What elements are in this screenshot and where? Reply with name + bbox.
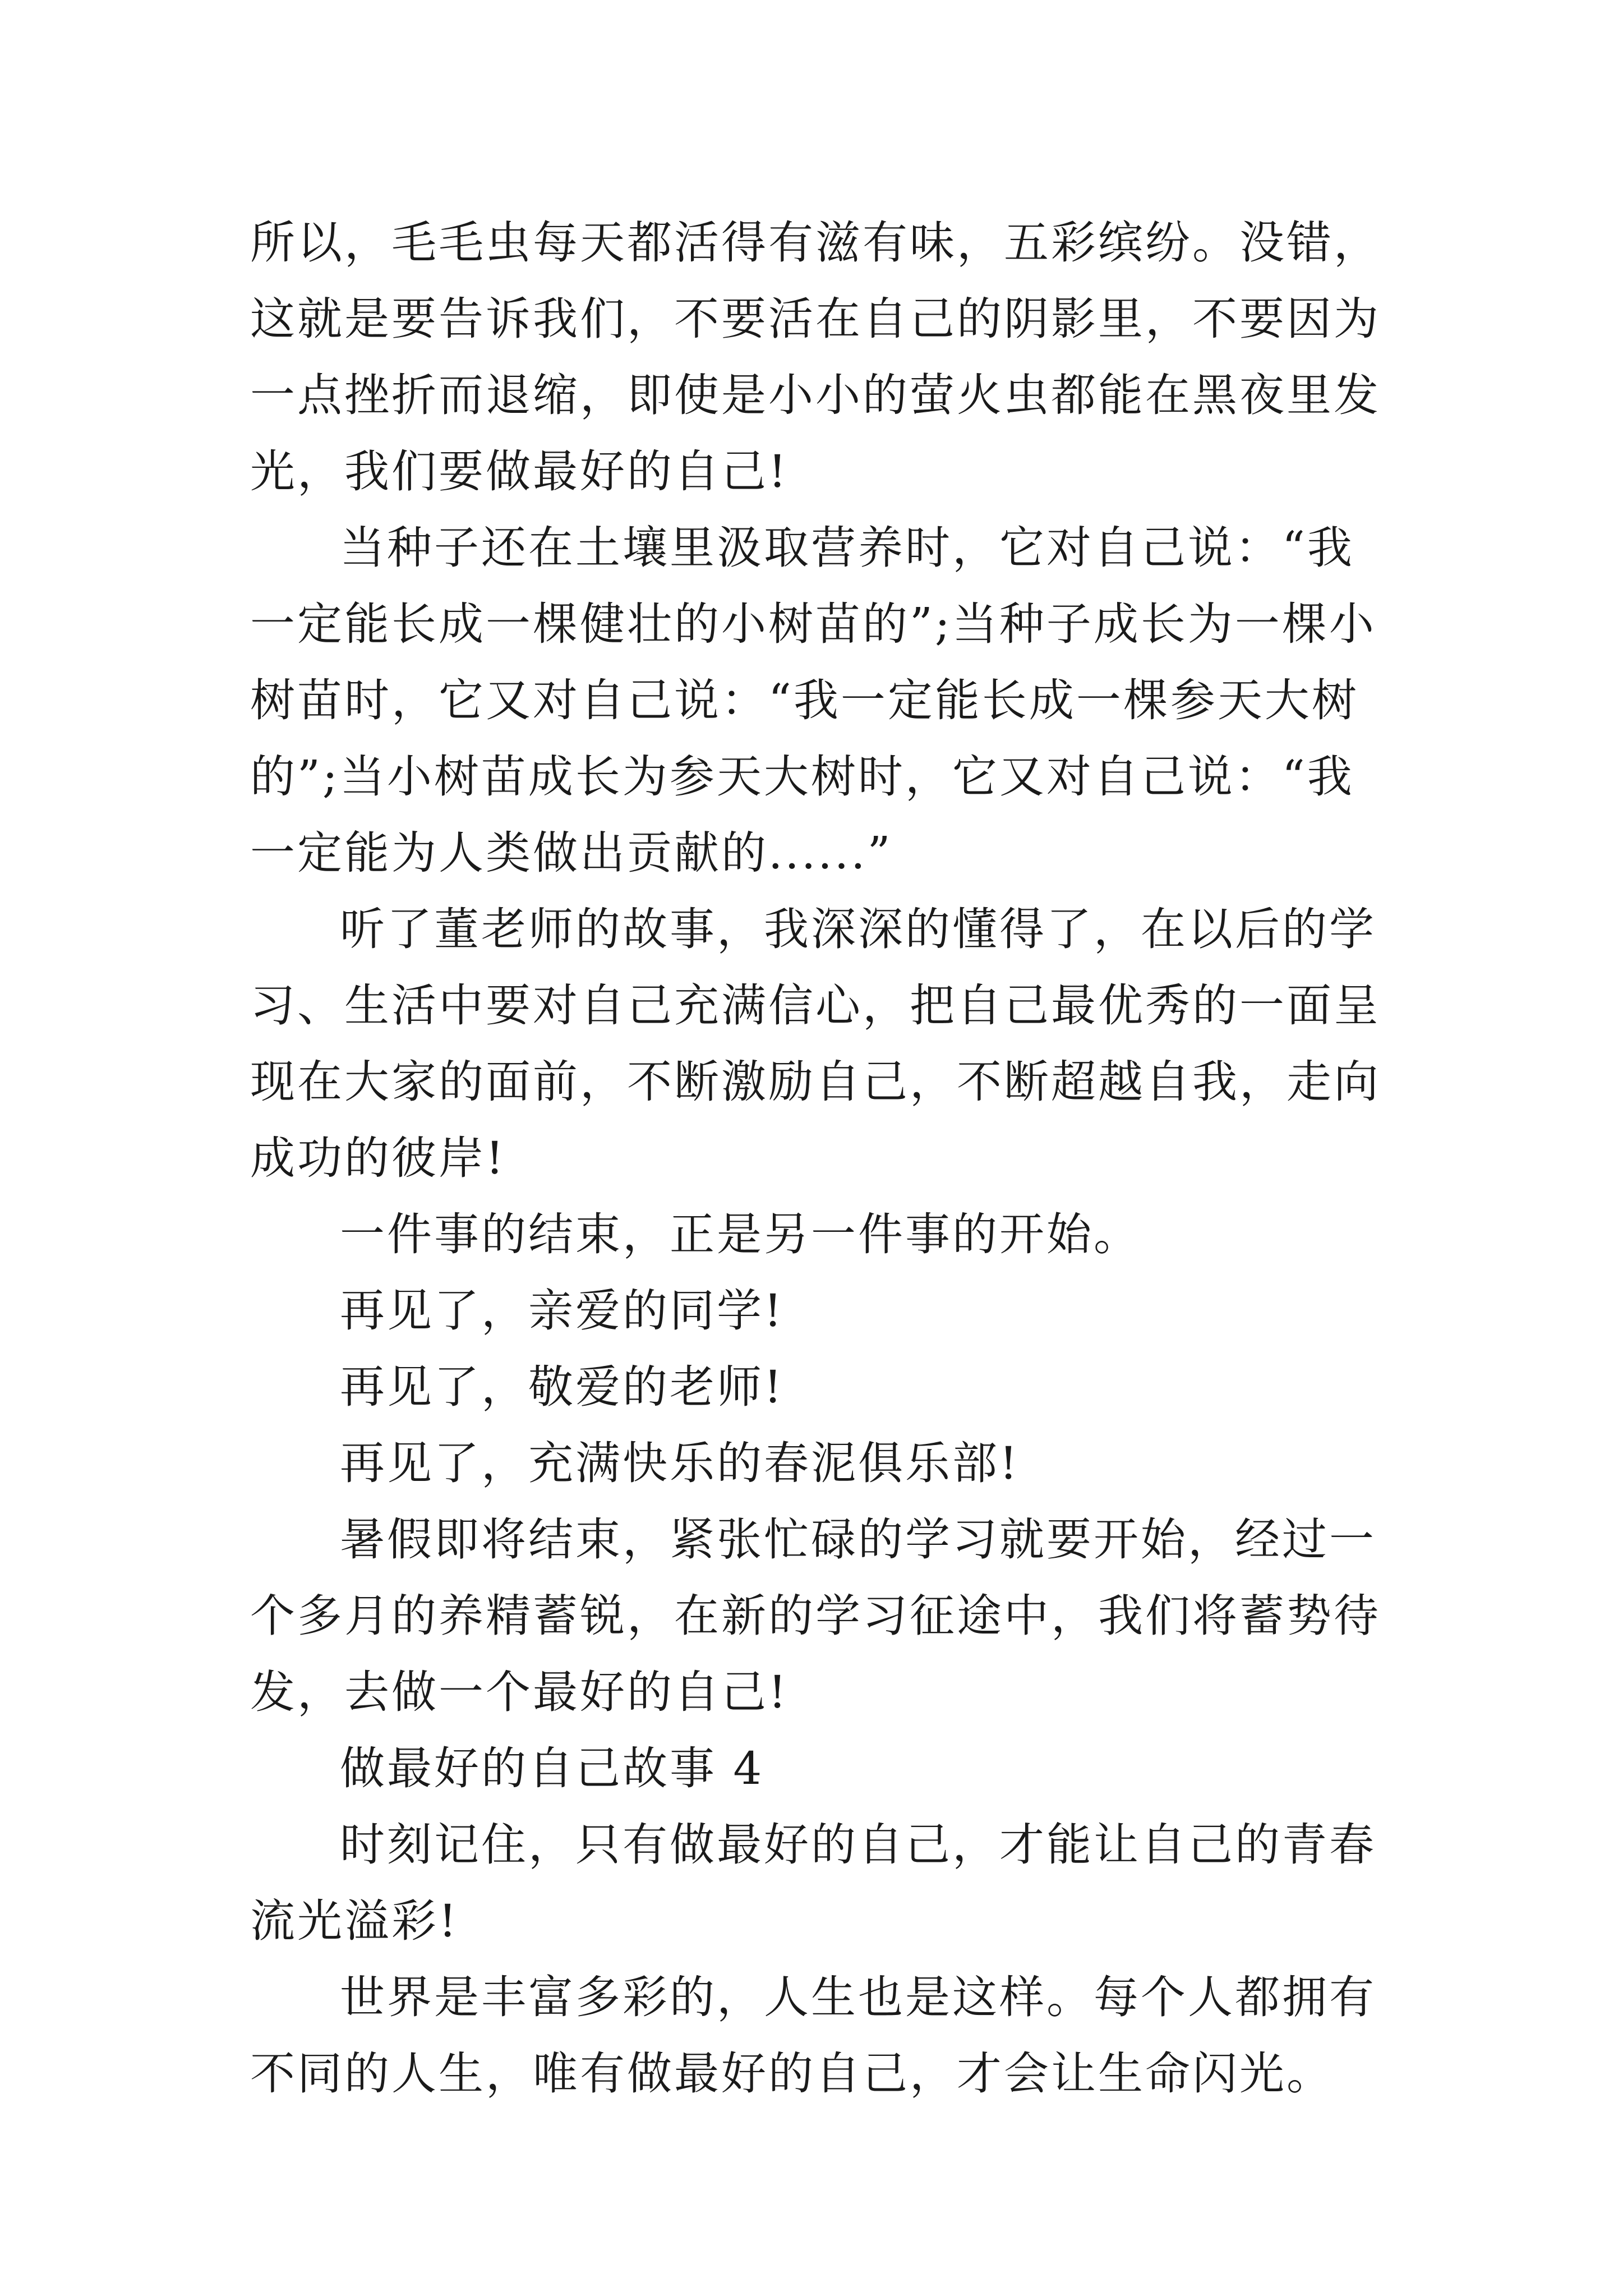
paragraph-3: 听了董老师的故事，我深深的懂得了，在以后的学习、生活中要对自己充满信心，把自己最优秀的一面呈现在大家的面前，不断激励自己，不断超越自我，走向成功的彼岸! <box>250 903 1381 1184</box>
paragraph-6: 再见了，敬爱的老师! <box>340 1361 785 1413</box>
paragraph-10: 世界是丰富多彩的，人生也是这样。每个人都拥有不同的人生，唯有做最好的自己，才会让生命闪光。 <box>250 1971 1376 2100</box>
document-body <box>250 205 1396 2112</box>
paragraph-1: 所以，毛毛虫每天都活得有滋有味，五彩缤纷。没错，这就是要告诉我们，不要活在自己的阴影里，不要因为一点挫折而退缩，即使是小小的萤火虫都能在黑夜里发光，我们要做最好的自己! <box>250 217 1381 498</box>
paragraph-7: 再见了，充满快乐的春泥俱乐部! <box>340 1437 1020 1489</box>
section-heading: 做最好的自己故事 4 <box>340 1742 764 1795</box>
paragraph-4: 一件事的结束，正是另一件事的开始。 <box>340 1208 1141 1260</box>
paragraph-8: 暑假即将结束，紧张忙碌的学习就要开始，经过一个多月的养精蓄锐，在新的学习征途中，我们将蓄势待发，去做一个最好的自己! <box>250 1513 1381 1718</box>
paragraph-5: 再见了，亲爱的同学! <box>340 1285 785 1337</box>
paragraph-2: 当种子还在土壤里汲取营养时，它对自己说：“我一定能长成一棵健壮的小树苗的”;当种子成长为一棵小树苗时，它又对自己说：“我一定能长成一棵参天大树的”;当小树苗成长为参天大树时，它又对自己说：“我一定能为人类做出贡献的......” <box>250 522 1376 879</box>
paragraph-9: 时刻记住，只有做最好的自己，才能让自己的青春流光溢彩! <box>250 1819 1376 1947</box>
